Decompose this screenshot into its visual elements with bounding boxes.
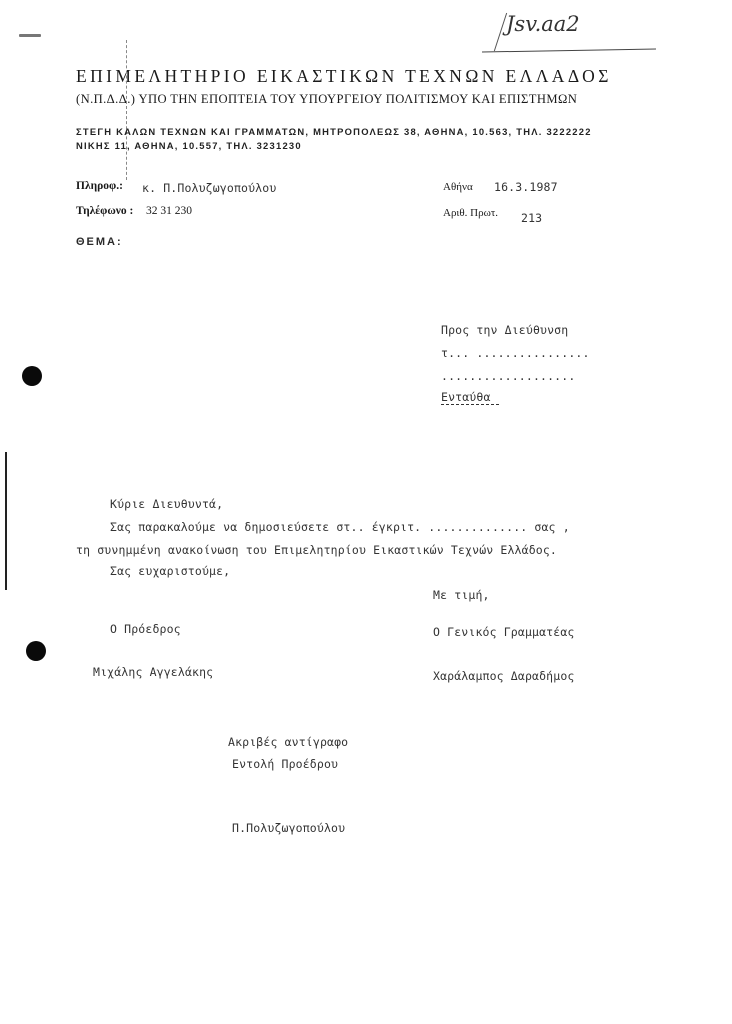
president-name: Μιχάλης Αγγελάκης <box>93 665 214 679</box>
page-edge-mark <box>5 452 7 590</box>
recipient-line-1: Προς την Διεύθυνση <box>441 323 569 337</box>
org-name: ΕΠΙΜΕΛΗΤΗΡΙΟ ΕΙΚΑΣΤΙΚΩΝ ΤΕΧΝΩΝ ΕΛΛΑΔΟΣ <box>76 66 612 86</box>
header-divider <box>126 40 128 180</box>
address-line-2: ΝΙΚΗΣ 11, ΑΘΗΝΑ, 10.557, ΤΗΛ. 3231230 <box>76 140 302 151</box>
scan-mark <box>19 34 41 37</box>
date-value: 16.3.1987 <box>494 180 558 194</box>
recipient-line-3: ................... <box>441 369 576 383</box>
salutation: Κύριε Διευθυντά, <box>110 497 224 511</box>
recipient-line-2: τ... ................ <box>441 346 590 360</box>
handwritten-underline <box>482 48 656 52</box>
punch-hole-bottom <box>26 641 46 661</box>
president-title: Ο Πρόεδρος <box>110 622 181 636</box>
phone-label: Τηλέφωνο : <box>76 205 134 217</box>
protocol-label: Αριθ. Πρωτ. <box>443 207 499 219</box>
punch-hole-top <box>22 366 42 386</box>
copy-signer: Π.Πολυζωγοπούλου <box>232 821 346 835</box>
protocol-value: 213 <box>521 211 543 225</box>
body-line-1: Σας παρακαλούμε να δημοσιεύσετε στ.. έγκριτ. .............. σας , <box>110 520 570 534</box>
org-subtitle: (Ν.Π.Δ.Δ.) ΥΠΟ ΤΗΝ ΕΠΟΠΤΕΙΑ ΤΟΥ ΥΠΟΥΡΓΕΙΟΥ ΠΟΛΙΤΙΣΜΟΥ ΚΑΙ ΕΠΙΣΤΗΜΩΝ <box>76 92 578 106</box>
contact-label: Πληροφ.: <box>76 180 123 192</box>
secretary-title: Ο Γενικός Γραμματέας <box>433 625 575 639</box>
address-line-1: ΣΤΕΓΗ ΚΑΛΩΝ ΤΕΧΝΩΝ ΚΑΙ ΓΡΑΜΜΑΤΩΝ, ΜΗΤΡΟΠΟΛΕΩΣ 38, ΑΘΗΝΑ, 10.563, ΤΗΛ. 3222222 <box>76 126 592 137</box>
true-copy-line-1: Ακριβές αντίγραφο <box>228 735 349 749</box>
body-line-2: τη συνημμένη ανακοίνωση του Επιμελητηρίου Εικαστικών Τεχνών Ελλάδος. <box>76 543 558 557</box>
phone-value: 32 31 230 <box>146 205 192 217</box>
thanks-line: Σας ευχαριστούμε, <box>110 564 231 578</box>
contact-value: κ. Π.Πολυζωγοπούλου <box>142 181 277 195</box>
true-copy-line-2: Εντολή Προέδρου <box>232 757 339 771</box>
subject-label: ΘΕΜΑ: <box>76 236 123 248</box>
secretary-name: Χαράλαμπος Δαραδήμος <box>433 669 575 683</box>
recipient-line-4: Ενταύθα <box>441 390 499 405</box>
handwritten-note: Jsv.aa2 <box>506 12 580 36</box>
place-label: Αθήνα <box>443 181 473 193</box>
closing-line: Με τιμή, <box>433 588 490 602</box>
